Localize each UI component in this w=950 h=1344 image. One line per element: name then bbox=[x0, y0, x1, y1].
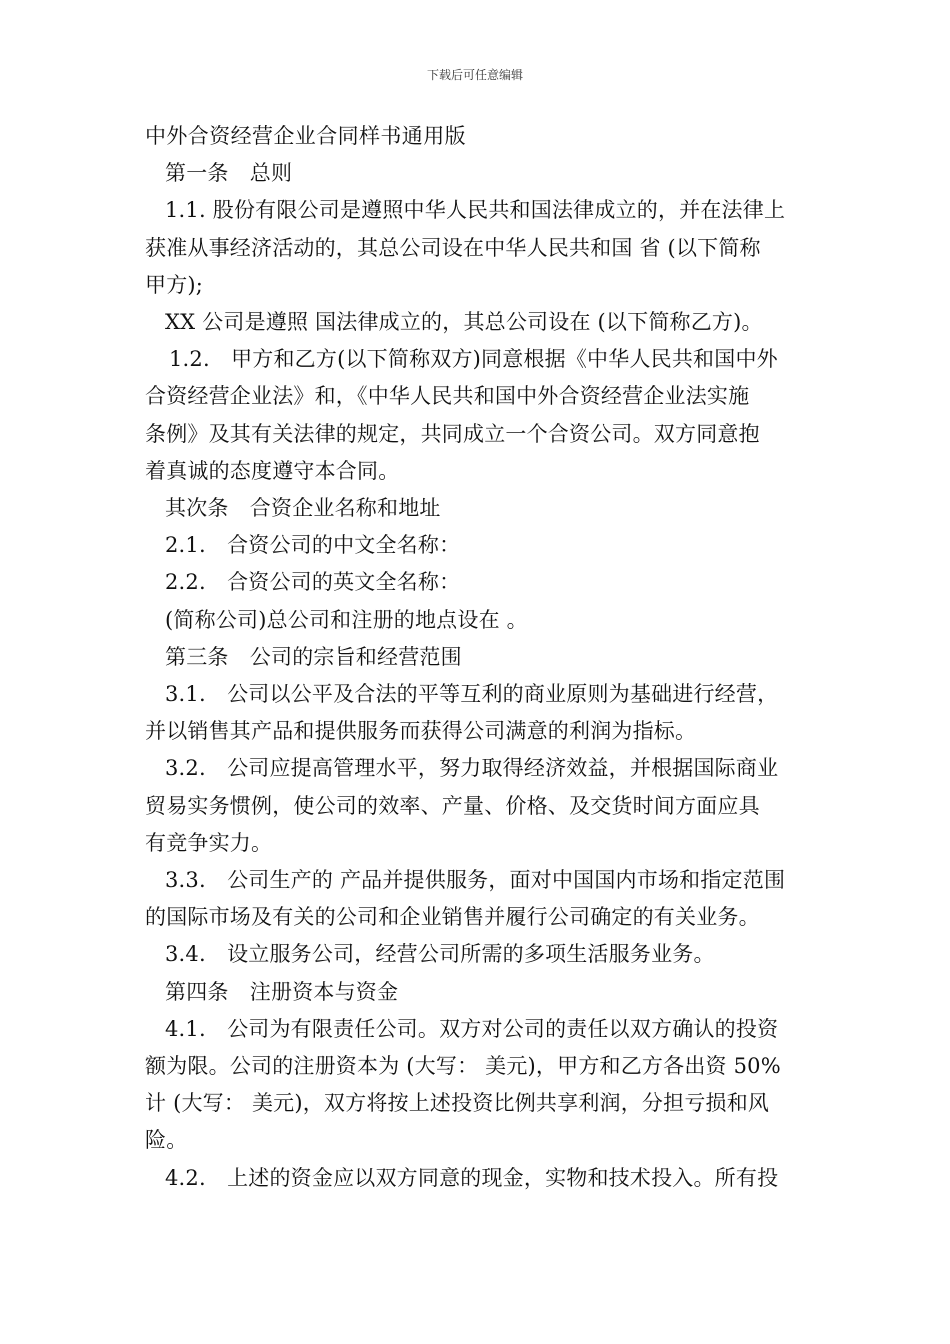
paragraph-line: 3.2. 公司应提高管理水平，努力取得经济效益，并根据国际商业 bbox=[165, 756, 779, 781]
paragraph-line: 计 (大写： 美元)，双方将按上述投资比例共享利润，分担亏损和风 bbox=[145, 1091, 770, 1116]
paragraph-line: 额为限。公司的注册资本为 (大写： 美元)，甲方和乙方各出资 50% bbox=[145, 1054, 781, 1079]
paragraph-line: (简称公司)总公司和注册的地点设在 。 bbox=[165, 607, 528, 632]
paragraph-line: 贸易实务惯例，使公司的效率、产量、价格、及交货时间方面应具 bbox=[145, 793, 760, 818]
article-2-heading: 其次条 合资企业名称和地址 bbox=[165, 496, 441, 521]
paragraph-line: 2.2. 合资公司的英文全名称： bbox=[165, 570, 461, 595]
document-title: 中外合资经营企业合同样书通用版 bbox=[145, 124, 466, 148]
article-3-heading: 第三条 公司的宗旨和经营范围 bbox=[165, 644, 462, 669]
paragraph-line: 有竞争实力。 bbox=[145, 830, 273, 855]
paragraph-line: 着真诚的态度遵守本合同。 bbox=[145, 458, 400, 483]
paragraph-line: 并以销售其产品和提供服务而获得公司满意的利润为指标。 bbox=[145, 719, 697, 744]
paragraph-line: XX 公司是遵照 国法律成立的，其总公司设在 (以下简称乙方)。 bbox=[165, 310, 763, 335]
article-4-heading: 第四条 注册资本与资金 bbox=[165, 979, 399, 1004]
paragraph-line: 2.1. 合资公司的中文全名称： bbox=[165, 533, 461, 558]
paragraph-line: 险。 bbox=[145, 1128, 188, 1153]
paragraph-line: 1.2. 甲方和乙方(以下简称双方)同意根据《中华人民共和国中外 bbox=[169, 347, 778, 372]
paragraph-line: 4.2. 上述的资金应以双方同意的现金，实物和技术投入。所有投 bbox=[165, 1165, 779, 1190]
paragraph-line: 4.1. 公司为有限责任公司。双方对公司的责任以双方确认的投资 bbox=[165, 1016, 779, 1041]
paragraph-line: 3.3. 公司生产的 产品并提供服务，面对中国国内市场和指定范围 bbox=[165, 868, 786, 893]
paragraph-line: 获准从事经济活动的，其总公司设在中华人民共和国 省 (以下简称 bbox=[145, 235, 761, 260]
paragraph-line: 合资经营企业法》和，《中华人民共和国中外合资经营企业法实施 bbox=[145, 384, 750, 409]
paragraph-line: 甲方); bbox=[145, 272, 204, 297]
document-body bbox=[145, 118, 810, 1197]
paragraph-line: 3.1. 公司以公平及合法的平等互利的商业原则为基础进行经营， bbox=[165, 682, 779, 707]
paragraph-line: 1.1. 股份有限公司是遵照中华人民共和国法律成立的，并在法律上 bbox=[165, 198, 786, 223]
paragraph-line: 的国际市场及有关的公司和企业销售并履行公司确定的有关业务。 bbox=[145, 905, 760, 930]
paragraph-line: 条例》及其有关法律的规定，共同成立一个合资公司。双方同意抱 bbox=[145, 421, 760, 446]
article-1-heading: 第一条 总则 bbox=[165, 161, 293, 186]
paragraph-line: 3.4. 设立服务公司，经营公司所需的多项生活服务业务。 bbox=[165, 942, 715, 967]
page-header-note: 下载后可任意编辑 bbox=[426, 68, 523, 82]
